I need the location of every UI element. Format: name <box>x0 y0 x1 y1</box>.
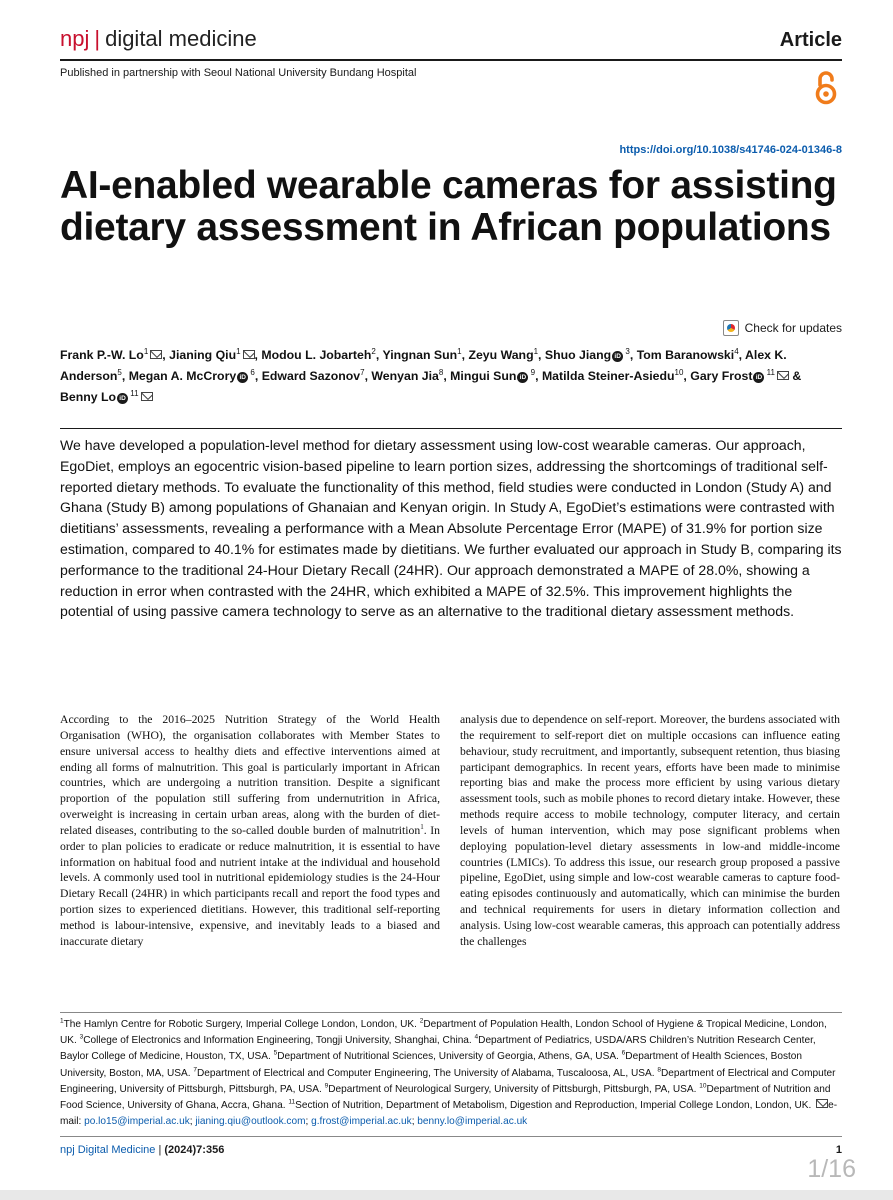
abstract-rule <box>60 428 842 429</box>
author-name[interactable]: Benny Lo <box>60 390 117 404</box>
header-rule <box>60 59 842 61</box>
footer-citation <box>60 1143 224 1157</box>
email-icon[interactable] <box>150 350 162 359</box>
affiliation-text: Department of Population Health, London School of Hygiene & Tropical Medicine, London, UK. <box>60 1019 827 1047</box>
affiliation-number: 5 <box>117 367 122 377</box>
footer-rule <box>60 1136 842 1137</box>
affiliation-text: Department of Neurological Surgery, University of Pittsburgh, Pittsburgh, PA, USA. <box>328 1083 700 1095</box>
affiliation-number: 1 <box>533 346 539 356</box>
affiliation-number: 2 <box>371 346 376 356</box>
reference-link[interactable]: 1 <box>420 823 424 832</box>
email-link[interactable]: benny.lo@imperial.ac.uk <box>417 1116 528 1128</box>
affiliation-number: 9 <box>324 1082 329 1090</box>
email-label: e-mail: <box>60 1100 838 1128</box>
body-column-right: analysis due to dependence on self-report. Moreover, the burdens associated with the requirement to self-report diet on multiple occasions can influence eating behaviour, study recruitment, and importantly, subsequent retention, thus biasing participant demographics. In recent years, efforts have been made to minimise reporting bias and make the process more efficient by using various dietary assessment tools, such as mobile phones to record dietary intake. However, these methods require access to mobile technology, computer literacy, and certain levels of human intervention, which may pose significant problems when deploying population-level dietary assessments in low-and middle-income countries (LMICs). To address this issue, our research group proposed a passive pipeline, EgoDiet, using simple and low-cost wearable cameras to capture food-eating episodes continuously and automatically, which can minimise the burden and technical requirements for users in dietary information collection and analysis. Using low-cost wearable cameras, this approach can potentially address the challenges <box>460 713 840 948</box>
author-name[interactable]: Gary Frost <box>690 369 753 383</box>
affiliation-text: Department of Health Sciences, Boston University, Boston, MA, USA. <box>60 1051 803 1079</box>
email-icon <box>816 1099 828 1108</box>
author[interactable] <box>60 390 153 404</box>
affiliation-number: 1 <box>143 346 149 356</box>
footer-journal-link[interactable]: npj Digital Medicine <box>60 1144 156 1156</box>
affiliation-number: 1 <box>457 346 462 356</box>
body-text: According to the 2016–2025 Nutrition Strategy of the World Health Organisation (WHO), the organisation collaborates with Member States to ensure universal access to healthy diets and effective interventions aimed at ending all forms of malnutrition. This goal is particularly important in African countries, which are undergoing a nutrition transition. Despite a significant proportion of the population still suffering from undernutrition in Africa, overweight is increasing in certain urban areas, along with the burden of diet-related diseases, contributing to the so-called double burden of malnutrition <box>60 713 440 837</box>
author[interactable] <box>261 348 375 362</box>
author[interactable] <box>382 348 461 362</box>
affiliation-number: 5 <box>273 1050 278 1058</box>
affiliation-number: 10 <box>699 1082 707 1090</box>
author-name[interactable]: Edward Sazonov <box>261 369 361 383</box>
author-name[interactable]: Tom Baranowski <box>636 348 735 362</box>
author-name[interactable]: Modou L. Jobarteh <box>261 348 372 362</box>
author-name[interactable]: Wenyan Jia <box>371 369 439 383</box>
email-icon[interactable] <box>243 350 255 359</box>
author[interactable] <box>262 369 365 383</box>
email-icon[interactable] <box>141 392 153 401</box>
affiliation-text: Department of Electrical and Computer Engineering, The University of Alabama, Tuscaloosa, AL, USA. <box>196 1067 658 1079</box>
affiliation-text: Department of Nutrition and Food Science, University of Ghana, Accra, Ghana. <box>60 1083 831 1112</box>
crossmark-icon <box>723 320 739 336</box>
email-link[interactable]: jianing.qiu@outlook.com <box>195 1116 306 1128</box>
affiliation-number: 11 <box>128 388 139 398</box>
article-type-label: Article <box>779 29 842 51</box>
affiliation-number: 3 <box>623 346 630 356</box>
affiliation-text: Department of Nutritional Sciences, University of Georgia, Athens, GA, USA. <box>277 1051 622 1063</box>
author-list: Frank P.-W. Lo$^1$ , Jianing Qiu$^1$ , Modou L. Jobarteh$^2$, Yingnan Sun$^1$, Zeyu Wang$^1$, Shuo Jiang iD $^3$, Tom Baranowski$^4$, Alex K. Anderson$^5$, Megan A. McCrory iD $^6$, Edward Sazonov$^7$, Wenyan Jia$^8$, Mingui Sun iD $^9$, Matilda Steiner-Asiedu$^{10}$, Gary Frost iD $^{11}$ & Benny Lo iD $^{11}$ <box>60 346 802 404</box>
author-name[interactable]: Alex K. Anderson <box>60 348 787 383</box>
affiliation-number: 2 <box>419 1017 424 1025</box>
affiliation-number: 9 <box>528 367 536 377</box>
affiliation-number: 6 <box>248 367 255 377</box>
doi-link[interactable]: https://doi.org/10.1038/s41746-024-01346-8 <box>619 144 842 156</box>
article-title: AI-enabled wearable cameras for assisting dietary assessment in African populations <box>60 164 837 249</box>
author-name[interactable]: Zeyu Wang <box>468 348 534 362</box>
affiliation-text: College of Electronics and Information Engineering, Tongji University, Shanghai, China. <box>83 1035 475 1047</box>
affiliation-number: 7 <box>360 367 365 377</box>
check-for-updates-label: Check for updates <box>744 321 842 335</box>
email-link[interactable]: g.frost@imperial.ac.uk <box>311 1116 412 1128</box>
email-icon[interactable] <box>777 371 789 380</box>
partnership-text: Published in partnership with Seoul National University Bundang Hospital <box>60 67 417 79</box>
affiliation-number: 8 <box>657 1066 662 1074</box>
body-column-left <box>60 712 440 950</box>
open-access-lock-icon <box>812 70 840 106</box>
orcid-icon[interactable]: iD <box>517 372 528 383</box>
affiliation-text: The Hamlyn Centre for Robotic Surgery, Imperial College London, London, UK. <box>63 1019 420 1030</box>
footer-volume: (2024)7:356 <box>164 1144 225 1156</box>
affiliation-number: 3 <box>79 1033 84 1041</box>
author[interactable] <box>690 369 789 383</box>
orcid-icon[interactable]: iD <box>753 372 764 383</box>
author-name[interactable]: Matilda Steiner-Asiedu <box>541 369 675 383</box>
affiliation-number: 6 <box>621 1050 626 1058</box>
author-name[interactable]: Megan A. McCrory <box>128 369 237 383</box>
check-for-updates-button[interactable] <box>723 318 842 338</box>
author[interactable] <box>371 369 443 383</box>
orcid-icon[interactable]: iD <box>237 372 248 383</box>
author[interactable] <box>450 369 535 383</box>
page-number: 1 <box>835 1144 842 1156</box>
author-name[interactable]: Mingui Sun <box>450 369 517 383</box>
affiliation-number: 1 <box>60 1017 64 1025</box>
author-name[interactable]: Jianing Qiu <box>169 348 237 362</box>
affiliation-number: 7 <box>193 1066 197 1074</box>
affiliation-text: Department of Pediatrics, USDA/ARS Children’s Nutrition Research Center, Baylor College of Medicine, Houston, TX, USA. <box>60 1035 816 1063</box>
author[interactable] <box>129 369 255 383</box>
journal-title: digital medicine <box>105 26 257 51</box>
affiliation-number: 10 <box>674 367 684 377</box>
affiliation-number: 11 <box>288 1098 296 1106</box>
journal-header <box>60 24 842 60</box>
affiliations-footnote: $^1$The Hamlyn Centre for Robotic Surgery, Imperial College London, London, UK. $^2$Department of Population Health, London School of Hygiene & Tropical Medicine, London, UK. $^3$College of Electronics and Information Engineering, Tongji University, Shanghai, China. $^4$Department of Pediatrics, USDA/ARS Children’s Nutrition Research Center, Baylor College of Medicine, Houston, TX, USA. $^5$Department of Nutritional Sciences, University of Georgia, Athens, GA, USA. $^6$Department of Health Sciences, Boston University, Boston, MA, USA. $^7$Department of Electrical and Computer Engineering, The University of Alabama, Tuscaloosa, AL, USA. $^8$Department of Electrical and Computer Engineering, University of Pittsburgh, Pittsburgh, PA, USA. $^9$Department of Neurological Surgery, University of Pittsburgh, Pittsburgh, PA, USA. $^{10}$Department of Nutrition and Food Science, University of Ghana, Accra, Ghana. $^{11}$Section of Nutrition, Department of Metabolism, Digestion and Reproduction, Imperial College London, London, UK. e-mail: po.lo15@imperial.ac.uk; jianing.qiu@outlook.com; g.frost@imperial.ac.uk; benny.lo@imperial.ac.uk <box>60 1017 838 1128</box>
author-name[interactable]: Shuo Jiang <box>544 348 612 362</box>
author[interactable] <box>545 348 630 362</box>
footer-separator: | <box>155 1144 165 1156</box>
affiliation-number: 4 <box>734 346 739 356</box>
author-name[interactable]: Yingnan Sun <box>382 348 458 362</box>
body-text: . In order to plan policies to eradicate or reduce malnutrition, it is essential to have information on habitual food and nutrient intake at the individual and household levels. A commonly used tool in nutritional epidemiology studies is the 24-Hour Dietary Recall (24HR) in which participants recall and report the food types and portion sizes to experienced dietitians. However, this traditional self-reporting method is labour-intensive, expensive, and inevitably leads to a biased and inaccurate dietary <box>60 823 440 948</box>
page-indicator: 1/16 <box>807 1155 856 1183</box>
affiliation-number: 11 <box>764 367 775 377</box>
affiliation-number: 1 <box>236 346 241 356</box>
author[interactable] <box>542 369 683 383</box>
author[interactable] <box>468 348 538 362</box>
journal-name <box>60 24 257 54</box>
affiliation-text: Section of Nutrition, Department of Metabolism, Digestion and Reproduction, Imperial College London, London, UK. <box>295 1100 815 1112</box>
viewer-bottom-bar <box>0 1190 893 1200</box>
author[interactable] <box>637 348 739 362</box>
author[interactable] <box>169 348 254 362</box>
affiliation-text: Department of Electrical and Computer Engineering, University of Pittsburgh, Pittsburgh, PA, USA. <box>60 1067 836 1095</box>
orcid-icon[interactable]: iD <box>612 351 623 362</box>
abstract: We have developed a population-level method for dietary assessment using low-cost wearable cameras. Our approach, EgoDiet, employs an egocentric vision-based pipeline to learn portion sizes, addressing the shortcomings of traditional self-reported dietary methods. To evaluate the functionality of this method, field studies were conducted in London (Study A) and Ghana (Study B) among populations of Ghanaian and Kenyan origin. In Study A, EgoDiet’s estimations were contrasted with dietitians’ assessments, revealing a performance with a Mean Absolute Percentage Error (MAPE) of 31.9% for portion size estimation, compared to 40.1% for estimates made by dietitians. We further evaluated our approach in Study B, comparing its performance to the traditional 24-Hour Dietary Recall (24HR). Our approach demonstrated a MAPE of 28.0%, showing a reduction in error when contrasted with the 24HR, which exhibited a MAPE of 32.5%. This improvement highlights the potential of using passive camera technology to serve as an alternative to the traditional dietary assessment methods. <box>60 437 842 620</box>
affiliation-number: 8 <box>438 367 444 377</box>
author[interactable] <box>60 348 162 362</box>
email-link[interactable]: po.lo15@imperial.ac.uk <box>84 1116 190 1128</box>
footnote-rule <box>60 1012 842 1013</box>
journal-separator: | <box>94 26 101 51</box>
author-name[interactable]: Frank P.-W. Lo <box>60 348 144 362</box>
journal-npj: npj <box>60 26 90 51</box>
orcid-icon[interactable]: iD <box>117 393 128 404</box>
affiliation-number: 4 <box>474 1033 479 1041</box>
